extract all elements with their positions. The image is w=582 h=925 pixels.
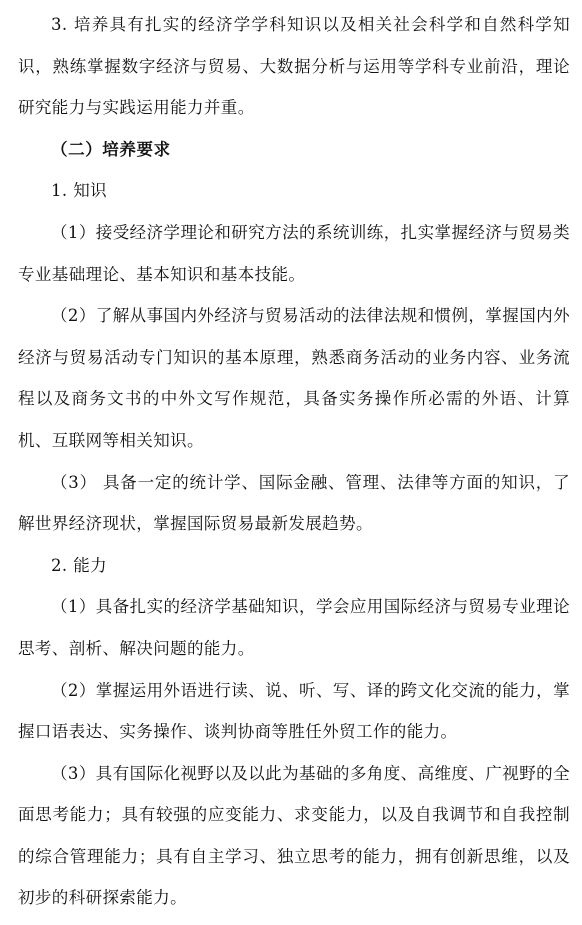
knowledge-item-3: （3） 具备一定的统计学、国际金融、管理、法律等方面的知识，了解世界经济现状，掌握国际贸易最新发展趋势。	[18, 472, 570, 534]
ability-item-1: （1）具备扎实的经济学基础知识，学会应用国际经济与贸易专业理论思考、剖析、解决问题的能力。	[18, 597, 570, 658]
intro-paragraph: 3. 培养具有扎实的经济学学科知识以及相关社会科学和自然科学知识，熟练掌握数字经济与贸易、大数据分析与运用等学科专业前沿，理论研究能力与实践运用能力并重。	[18, 15, 570, 118]
ability-title: 2. 能力	[51, 555, 107, 575]
ability-item-2: （2）掌握运用外语进行读、说、听、写、译的跨文化交流的能力，掌握口语表达、实务操作、谈判协商等胜任外贸工作的能力。	[18, 680, 570, 742]
knowledge-item-2: （2）了解从事国内外经济与贸易活动的法律法规和惯例，掌握国内外经济与贸易活动专门知识的基本原理，熟悉商务活动的业务内容、业务流程以及商务文书的中外文写作规范，具备实务操作所必需的外语、计算机、互联网等相关知识。	[18, 306, 570, 450]
knowledge-item-1: （1）接受经济学理论和研究方法的系统训练，扎实掌握经济与贸易类专业基础理论、基本知识和基本技能。	[18, 222, 570, 284]
knowledge-title: 1. 知识	[51, 181, 107, 201]
section-heading: （二）培养要求	[51, 139, 171, 159]
ability-item-3: （3）具有国际化视野以及以此为基础的多角度、高维度、广视野的全面思考能力；具有较强的应变能力、求变能力，以及自我调节和自我控制的综合管理能力；具有自主学习、独立思考的能力，拥有创新思维，以及初步的科研探索能力。	[18, 763, 570, 908]
